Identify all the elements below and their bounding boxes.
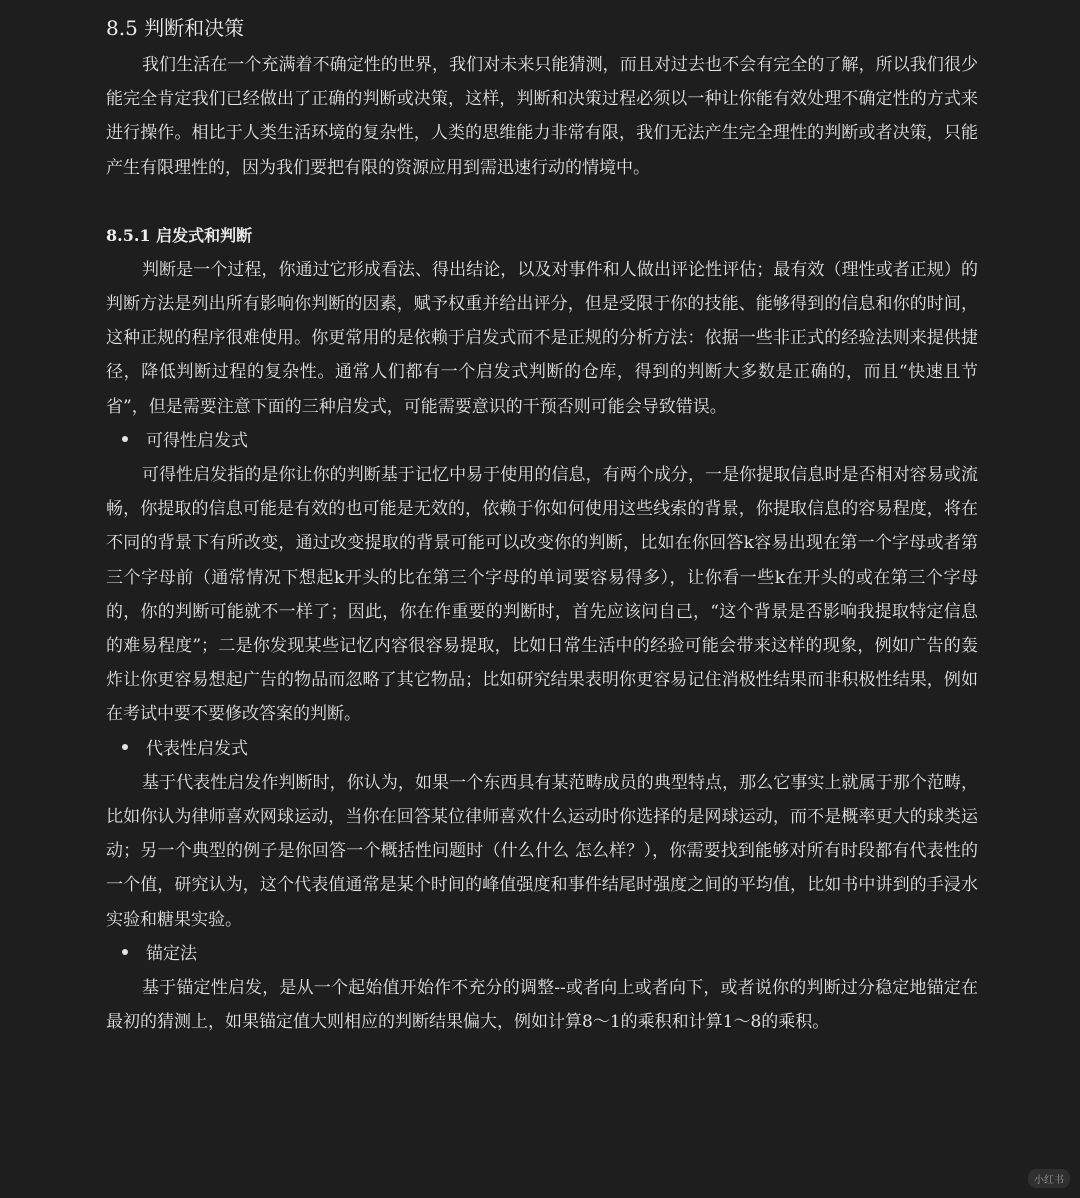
section-title: 8.5 判断和决策: [106, 16, 245, 40]
spacer: [106, 185, 978, 219]
representativeness-paragraph: 基于代表性启发作判断时，你认为，如果一个东西具有某范畴成员的典型特点，那么它事实上就属于那个范畴，比如你认为律师喜欢网球运动，当你在回答某位律师喜欢什么运动时你选择的是网球运动，而不是概率更大的球类运动；另一个典型的例子是你回答一个概括性问题时（什么什么 怎么样？），你需要找到能够对所有时段都有代表性的一个值，研究认为，这个代表值通常是某个时间的峰值强度和事件结尾时强度之间的平均值，比如书中讲到的手浸水实验和糖果实验。: [106, 772, 978, 930]
bullet-item-availability: [106, 424, 978, 458]
availability-paragraph: 可得性启发指的是你让你的判断基于记忆中易于使用的信息，有两个成分，一是你提取信息时是否相对容易或流畅，你提取的信息可能是有效的也可能是无效的，依赖于你如何使用这些线索的背景，你提取信息的容易程度，将在不同的背景下有所改变，通过改变提取的背景可能可以改变你的判断，比如在你回答k容易出现在第一个字母或者第三个字母前（通常情况下想起k开头的比在第三个字母的单词要容易得多），让你看一些k在开头的或在第三个字母的，你的判断可能就不一样了；因此，你在作重要的判断时，首先应该问自己，“这个背景是否影响我提取特定信息的难易程度”；二是你发现某些记忆内容很容易提取，比如日常生活中的经验可能会带来这样的现象，例如广告的轰炸让你更容易想起广告的物品而忽略了其它物品；比如研究结果表明你更容易记住消极性结果而非积极性结果，例如在考试中要不要修改答案的判断。: [106, 465, 978, 725]
section-intro-paragraph: 我们生活在一个充满着不确定性的世界，我们对未来只能猜测，而且对过去也不会有完全的了解，所以我们很少能完全肯定我们已经做出了正确的判断或决策，这样，判断和决策过程必须以一种让你能有效处理不确定性的方式来进行操作。相比于人类生活环境的复杂性，人类的思维能力非常有限，我们无法产生完全理性的判断或者决策，只能产生有限理性的，因为我们要把有限的资源应用到需迅速行动的情境中。: [106, 55, 978, 178]
bullet-dot-icon: [122, 436, 128, 442]
bullet-item-anchoring: [106, 937, 978, 971]
document-body: [106, 10, 978, 1039]
anchoring-paragraph: 基于锚定性启发，是从一个起始值开始作不充分的调整--或者向上或者向下，或者说你的判断过分稳定地锚定在最初的猜测上，如果锚定值大则相应的判断结果偏大，例如计算8～1的乘积和计算1～8的乘积。: [106, 978, 978, 1033]
bullet-label: 代表性启发式: [146, 738, 248, 759]
bullet-label: 可得性启发式: [146, 430, 248, 451]
watermark-badge: 小红书: [1028, 1169, 1070, 1188]
bullet-dot-icon: [122, 949, 128, 955]
subsection-title: 8.5.1 启发式和判断: [106, 225, 253, 245]
bullet-item-representativeness: [106, 732, 978, 766]
bullet-dot-icon: [122, 744, 128, 750]
bullet-label: 锚定法: [146, 943, 197, 964]
subsection-intro-paragraph: 判断是一个过程，你通过它形成看法、得出结论，以及对事件和人做出评论性评估；最有效（理性或者正规）的判断方法是列出所有影响你判断的因素，赋予权重并给出评分，但是受限于你的技能、能够得到的信息和你的时间，这种正规的程序很难使用。你更常用的是依赖于启发式而不是正规的分析方法：依据一些非正式的经验法则来提供捷径，降低判断过程的复杂性。通常人们都有一个启发式判断的仓库，得到的判断大多数是正确的，而且“快速且节省”，但是需要注意下面的三种启发式，可能需要意识的干预否则可能会导致错误。: [106, 259, 978, 417]
